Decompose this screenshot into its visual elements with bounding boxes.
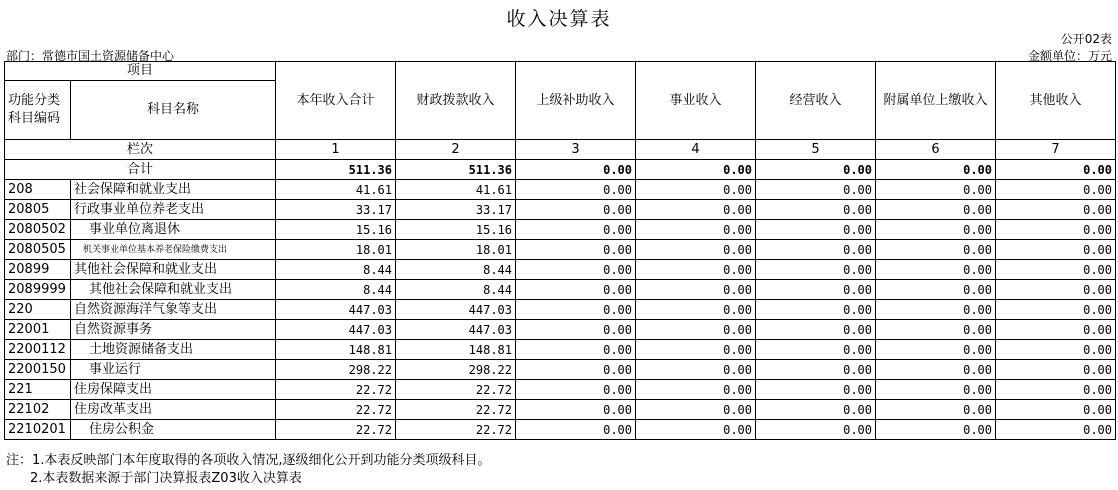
row-value: 0.00 bbox=[516, 380, 636, 400]
row-value: 33.17 bbox=[396, 200, 516, 220]
subject-name-header: 科目名称 bbox=[71, 81, 276, 140]
row-name: 事业运行 bbox=[71, 360, 276, 380]
row-value: 0.00 bbox=[876, 300, 996, 320]
row-name: 事业单位离退休 bbox=[71, 220, 276, 240]
table-row bbox=[5, 220, 1116, 240]
row-code: 2080505 bbox=[5, 240, 71, 260]
row-value: 8.44 bbox=[276, 280, 396, 300]
row-name: 其他社会保障和就业支出 bbox=[71, 280, 276, 300]
row-value: 22.72 bbox=[396, 420, 516, 440]
table-row bbox=[5, 340, 1116, 360]
row-code: 20805 bbox=[5, 200, 71, 220]
row-value: 0.00 bbox=[876, 340, 996, 360]
table-row bbox=[5, 240, 1116, 260]
row-value: 15.16 bbox=[396, 220, 516, 240]
row-value: 0.00 bbox=[516, 220, 636, 240]
row-value: 0.00 bbox=[756, 300, 876, 320]
col-header: 上级补助收入 bbox=[516, 62, 636, 140]
total-value: 511.36 bbox=[276, 160, 396, 180]
column-number: 1 bbox=[276, 140, 396, 160]
row-value: 0.00 bbox=[876, 240, 996, 260]
row-value: 0.00 bbox=[756, 200, 876, 220]
row-value: 0.00 bbox=[876, 420, 996, 440]
department-label: 部门：常德市国土资源储备中心 bbox=[6, 49, 175, 63]
row-value: 0.00 bbox=[876, 380, 996, 400]
row-value: 0.00 bbox=[636, 420, 756, 440]
income-table bbox=[4, 61, 1116, 440]
row-value: 22.72 bbox=[396, 380, 516, 400]
column-number: 4 bbox=[636, 140, 756, 160]
row-name: 自然资源事务 bbox=[71, 320, 276, 340]
row-value: 0.00 bbox=[516, 300, 636, 320]
row-value: 0.00 bbox=[636, 240, 756, 260]
row-code: 2080502 bbox=[5, 220, 71, 240]
column-number-label: 栏次 bbox=[5, 140, 276, 160]
row-value: 0.00 bbox=[636, 180, 756, 200]
row-value: 0.00 bbox=[636, 220, 756, 240]
row-code: 22102 bbox=[5, 400, 71, 420]
row-value: 0.00 bbox=[876, 360, 996, 380]
row-value: 8.44 bbox=[396, 280, 516, 300]
amount-unit-label: 金额单位：万元 bbox=[1027, 49, 1112, 63]
row-value: 0.00 bbox=[876, 280, 996, 300]
note-line-2: 2.本表数据来源于部门决算报表Z03收入决算表 bbox=[30, 471, 302, 486]
row-value: 15.16 bbox=[276, 220, 396, 240]
row-value: 8.44 bbox=[396, 260, 516, 280]
row-value: 41.61 bbox=[276, 180, 396, 200]
row-code: 2210201 bbox=[5, 420, 71, 440]
row-value: 0.00 bbox=[876, 320, 996, 340]
note-line-1: 注：1.本表反映部门本年度取得的各项收入情况,逐级细化公开到功能分类项级科目。 bbox=[6, 453, 491, 468]
row-value: 0.00 bbox=[636, 280, 756, 300]
total-row bbox=[5, 160, 1116, 180]
row-code: 2200150 bbox=[5, 360, 71, 380]
table-row bbox=[5, 280, 1116, 300]
row-value: 0.00 bbox=[636, 260, 756, 280]
row-value: 22.72 bbox=[276, 380, 396, 400]
row-value: 0.00 bbox=[636, 400, 756, 420]
row-value: 18.01 bbox=[276, 240, 396, 260]
total-value: 0.00 bbox=[996, 160, 1116, 180]
total-value: 0.00 bbox=[516, 160, 636, 180]
table-row bbox=[5, 180, 1116, 200]
table-row bbox=[5, 320, 1116, 340]
row-code: 2200112 bbox=[5, 340, 71, 360]
row-value: 0.00 bbox=[876, 180, 996, 200]
column-number: 5 bbox=[756, 140, 876, 160]
row-value: 0.00 bbox=[996, 240, 1116, 260]
row-value: 0.00 bbox=[996, 340, 1116, 360]
row-value: 0.00 bbox=[516, 280, 636, 300]
row-value: 0.00 bbox=[756, 220, 876, 240]
row-value: 0.00 bbox=[756, 400, 876, 420]
row-value: 0.00 bbox=[996, 180, 1116, 200]
row-value: 0.00 bbox=[996, 360, 1116, 380]
column-number: 7 bbox=[996, 140, 1116, 160]
col-header: 财政拨款收入 bbox=[396, 62, 516, 140]
row-value: 0.00 bbox=[516, 180, 636, 200]
row-value: 0.00 bbox=[876, 220, 996, 240]
row-value: 0.00 bbox=[756, 260, 876, 280]
row-value: 22.72 bbox=[276, 420, 396, 440]
row-value: 0.00 bbox=[516, 420, 636, 440]
row-value: 0.00 bbox=[516, 360, 636, 380]
row-name: 机关事业单位基本养老保险缴费支出 bbox=[71, 240, 276, 260]
row-value: 0.00 bbox=[756, 420, 876, 440]
row-value: 298.22 bbox=[276, 360, 396, 380]
table-row bbox=[5, 200, 1116, 220]
header-row-top bbox=[5, 62, 1116, 81]
row-value: 0.00 bbox=[996, 420, 1116, 440]
total-value: 0.00 bbox=[756, 160, 876, 180]
total-label: 合计 bbox=[5, 160, 276, 180]
row-code: 208 bbox=[5, 180, 71, 200]
row-name: 住房公积金 bbox=[71, 420, 276, 440]
row-name: 住房保障支出 bbox=[71, 380, 276, 400]
row-value: 0.00 bbox=[516, 240, 636, 260]
row-code: 220 bbox=[5, 300, 71, 320]
row-value: 33.17 bbox=[276, 200, 396, 220]
row-code: 20899 bbox=[5, 260, 71, 280]
row-value: 0.00 bbox=[636, 320, 756, 340]
row-value: 0.00 bbox=[996, 260, 1116, 280]
row-value: 8.44 bbox=[276, 260, 396, 280]
row-value: 0.00 bbox=[636, 200, 756, 220]
row-value: 22.72 bbox=[396, 400, 516, 420]
row-value: 22.72 bbox=[276, 400, 396, 420]
row-value: 298.22 bbox=[396, 360, 516, 380]
row-value: 0.00 bbox=[756, 180, 876, 200]
row-value: 18.01 bbox=[396, 240, 516, 260]
table-row bbox=[5, 380, 1116, 400]
row-value: 447.03 bbox=[396, 300, 516, 320]
row-value: 0.00 bbox=[996, 200, 1116, 220]
row-value: 0.00 bbox=[756, 240, 876, 260]
form-code: 公开02表 bbox=[1060, 32, 1112, 46]
row-value: 0.00 bbox=[756, 320, 876, 340]
total-value: 0.00 bbox=[636, 160, 756, 180]
row-name: 社会保障和就业支出 bbox=[71, 180, 276, 200]
row-value: 0.00 bbox=[996, 280, 1116, 300]
item-header: 项目 bbox=[5, 62, 276, 81]
table-row bbox=[5, 400, 1116, 420]
column-number: 3 bbox=[516, 140, 636, 160]
table-row bbox=[5, 420, 1116, 440]
col-header: 其他收入 bbox=[996, 62, 1116, 140]
row-value: 148.81 bbox=[276, 340, 396, 360]
col-header: 本年收入合计 bbox=[276, 62, 396, 140]
column-number: 6 bbox=[876, 140, 996, 160]
table-row bbox=[5, 260, 1116, 280]
column-number-row bbox=[5, 140, 1116, 160]
row-value: 0.00 bbox=[996, 300, 1116, 320]
row-value: 0.00 bbox=[636, 300, 756, 320]
row-value: 0.00 bbox=[516, 340, 636, 360]
row-value: 0.00 bbox=[516, 260, 636, 280]
row-value: 0.00 bbox=[636, 360, 756, 380]
row-name: 其他社会保障和就业支出 bbox=[71, 260, 276, 280]
table-row bbox=[5, 360, 1116, 380]
row-value: 0.00 bbox=[996, 320, 1116, 340]
total-value: 0.00 bbox=[876, 160, 996, 180]
row-value: 447.03 bbox=[276, 300, 396, 320]
row-value: 0.00 bbox=[636, 340, 756, 360]
row-value: 41.61 bbox=[396, 180, 516, 200]
row-name: 土地资源储备支出 bbox=[71, 340, 276, 360]
row-value: 447.03 bbox=[276, 320, 396, 340]
col-header: 附属单位上缴收入 bbox=[876, 62, 996, 140]
row-value: 447.03 bbox=[396, 320, 516, 340]
row-value: 0.00 bbox=[876, 260, 996, 280]
row-value: 0.00 bbox=[636, 380, 756, 400]
row-value: 0.00 bbox=[756, 280, 876, 300]
row-code: 221 bbox=[5, 380, 71, 400]
column-number: 2 bbox=[396, 140, 516, 160]
row-value: 0.00 bbox=[756, 340, 876, 360]
func-code-header: 功能分类科目编码 bbox=[5, 81, 71, 140]
row-name: 住房改革支出 bbox=[71, 400, 276, 420]
row-value: 0.00 bbox=[996, 220, 1116, 240]
col-header: 经营收入 bbox=[756, 62, 876, 140]
row-code: 2089999 bbox=[5, 280, 71, 300]
row-name: 自然资源海洋气象等支出 bbox=[71, 300, 276, 320]
row-value: 0.00 bbox=[876, 200, 996, 220]
row-value: 0.00 bbox=[996, 400, 1116, 420]
row-value: 0.00 bbox=[996, 380, 1116, 400]
row-code: 22001 bbox=[5, 320, 71, 340]
total-value: 511.36 bbox=[396, 160, 516, 180]
row-value: 148.81 bbox=[396, 340, 516, 360]
row-name: 行政事业单位养老支出 bbox=[71, 200, 276, 220]
report-title: 收入决算表 bbox=[506, 8, 612, 30]
row-value: 0.00 bbox=[756, 380, 876, 400]
row-value: 0.00 bbox=[516, 400, 636, 420]
col-header: 事业收入 bbox=[636, 62, 756, 140]
row-value: 0.00 bbox=[516, 200, 636, 220]
table-row bbox=[5, 300, 1116, 320]
row-value: 0.00 bbox=[516, 320, 636, 340]
row-value: 0.00 bbox=[756, 360, 876, 380]
row-value: 0.00 bbox=[876, 400, 996, 420]
